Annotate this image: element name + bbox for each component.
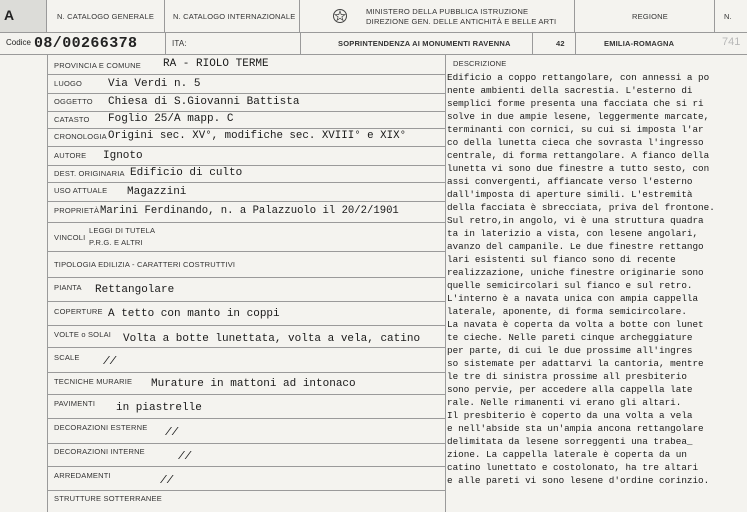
descrizione-line: Edificio a coppo rettangolare, con annessi a po [447,72,710,83]
provincia-value: RA - RIOLO TERME [163,58,269,70]
header-catalogo-internazionale: N. CATALOGO INTERNAZIONALE [173,12,296,21]
pavimenti-label: PAVIMENTI [54,399,96,408]
descrizione-line: ta in laterizio a vista, con lesene angolari, [447,228,699,239]
autore-value: Ignoto [103,150,143,162]
descrizione-line: centrale, di forma rettangolare. A fianco della [447,150,710,161]
descrizione-line: sono pervie, per accedere alla cappella late [447,384,693,395]
decorazioni-interne-label: DECORAZIONI INTERNE [54,447,145,456]
descrizione-line: terminanti con cornici, su cui si imposta l'ar [447,124,704,135]
descrizione-line: solve in due ampie lesene, leggermente marcate, [447,111,710,122]
catasto-label: CATASTO [54,115,90,124]
descrizione-line: lari esistenti sul fianco sono di recente [447,254,676,265]
uso-value: Magazzini [127,186,187,198]
margin-mark: 741 [722,36,741,48]
row2-number: 42 [556,39,565,48]
descrizione-line: La navata è coperta da volta a botte con lunet [447,319,704,330]
oggetto-label: OGGETTO [54,97,93,106]
header-catalogo-generale: N. CATALOGO GENERALE [57,12,155,21]
proprieta-label: PROPRIETÀ [54,206,100,215]
oggetto-value: Chiesa di S.Giovanni Battista [108,96,300,108]
header-catalogo-internazionale-box [165,0,300,32]
pianta-label: PIANTA [54,283,82,292]
ita-label: ITA: [172,39,187,48]
cronologia-label: CRONOLOGIA [54,132,107,141]
scale-value: // [103,356,117,368]
volte-label: VOLTE o SOLAI [54,330,112,339]
arredamenti-label: ARREDAMENTI [54,471,111,480]
soprintendenza: SOPRINTENDENZA AI MONUMENTI RAVENNA [338,39,511,48]
tecniche-value: Murature in mattoni ad intonaco [151,378,356,390]
descrizione-label: DESCRIZIONE [453,59,507,68]
header-n: N. [724,12,732,21]
proprieta-value: Marini Ferdinando, n. a Palazzuolo il 20/2/1901 [100,205,399,217]
strutture-label: STRUTTURE SOTTERRANEE [54,494,162,503]
descrizione-line: zione. La cappella laterale è coperta da un [447,449,687,460]
header-regione: REGIONE [632,12,668,21]
coperture-value: A tetto con manto in coppi [108,308,280,320]
header-ministero-line1: MINISTERO DELLA PUBBLICA ISTRUZIONE [366,7,529,16]
descrizione-line: della facciata è sbrecciata, priva del frontone. [447,202,715,213]
descrizione-line: catino lunettato e costolonato, ha tre altari [447,462,699,473]
descrizione-line: delimitata da lesene sorreggenti una trabea_ [447,436,693,447]
codice-label: Codice [6,38,31,47]
header-ministero-box [300,0,575,32]
dest-label: DEST. ORIGINARIA [54,169,125,178]
descrizione-line: quelle semicircolari sul fianco e sul retro. [447,280,693,291]
descrizione-line: dall'imposta di aperture simili. L'estremità [447,189,693,200]
descrizione-line: lunetta vi sono due finestre a tutto sesto, con [447,163,710,174]
volte-value: Volta a botte lunettata, volta a vela, catino [123,333,421,345]
tecniche-label: TECNICHE MURARIE [54,377,133,386]
descrizione-line: laterale, aponente, di forma semicircolare. [447,306,687,317]
header-regione-box [575,0,715,32]
descrizione-text [447,71,745,487]
descrizione-line: so sistemate per adattarvi la cantoria, mentre [447,358,704,369]
descrizione-line: e nell'abside sta un'ampia ancona rettangolare [447,423,704,434]
descrizione-line: e alle pareti vi sono lesene d'ordine corinzio. [447,475,710,486]
uso-label: USO ATTUALE [54,186,108,195]
luogo-label: LUOGO [54,79,83,88]
decorazioni-interne-value: // [178,451,192,463]
catasto-value: Foglio 25/A mapp. C [108,113,234,125]
coperture-label: COPERTURE [54,307,103,316]
pianta-value: Rettangolare [95,284,175,296]
header-ministero-line2: DIREZIONE GEN. DELLE ANTICHITÀ E BELLE ARTI [366,17,557,26]
provincia-label: PROVINCIA E COMUNE [54,61,141,70]
codice-value: 08/00266378 [34,35,138,52]
header-n-box [715,0,747,32]
regione-value: EMILIA-ROMAGNA [604,39,675,48]
arredamenti-value: // [160,475,174,487]
decorazioni-esterne-value: // [165,427,179,439]
descrizione-line: avanzo del campanile. Le due finestre rettango [447,241,704,252]
vincoli-prg-label: P.R.G. E ALTRI [89,238,143,247]
descrizione-line: rale. Nelle rimanenti vi erano gli altari. [447,397,682,408]
descrizione-line: te cieche. Nelle pareti cinque archeggiature [447,332,693,343]
descrizione-line: L'interno è a navata unica con ampia cappella [447,293,699,304]
republic-emblem-icon [332,7,348,25]
vincoli-leggi-label: LEGGI DI TUTELA [89,226,156,235]
descrizione-line: semplici forme presenta una facciata che si ri [447,98,704,109]
cronologia-value: Origini sec. XV°, modifiche sec. XVIII° e XIX° [108,130,407,142]
vincoli-label: VINCOLI [54,233,86,242]
dest-value: Edificio di culto [130,167,243,179]
header-catalogo-generale-box [47,0,165,32]
tipologia-label: TIPOLOGIA EDILIZIA - CARATTERI COSTRUTTIVI [54,260,236,269]
descrizione-line: le tre di sinistra prossime all presbiterio [447,371,687,382]
descrizione-line: per parte, di cui le due prossime all'ingres [447,345,693,356]
autore-label: AUTORE [54,151,87,160]
scale-label: SCALE [54,353,80,362]
luogo-value: Via Verdi n. 5 [108,78,201,90]
pavimenti-value: in piastrelle [116,402,202,414]
descrizione-line: realizzazione, uniche finestre originarie sono [447,267,704,278]
descrizione-line: co della lunetta cieca che sovrasta l'ingresso [447,137,704,148]
descrizione-line: Il presbiterio è coperto da una volta a vela [447,410,693,421]
header-a-letter: A [4,7,15,23]
decorazioni-esterne-label: DECORAZIONI ESTERNE [54,423,148,432]
descrizione-line: assi convergenti, affiancate verso l'esterno [447,176,693,187]
descrizione-line: nente ambienti della sacrestia. L'esterno di [447,85,693,96]
header-a-box [0,0,47,32]
descrizione-line: Sul retro,in angolo, vi è una struttura quadra [447,215,704,226]
